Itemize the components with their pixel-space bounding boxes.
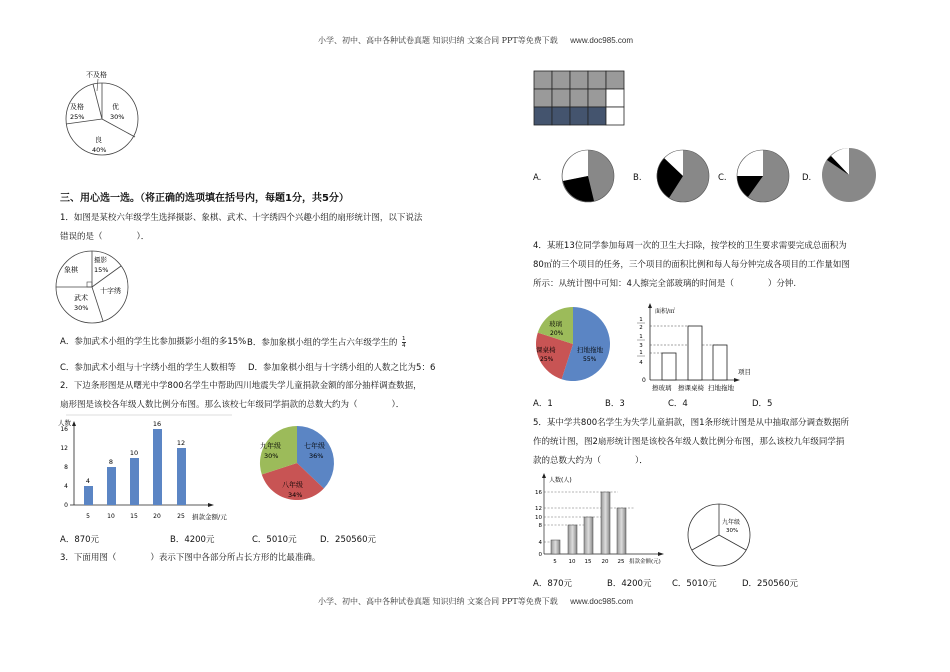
q3-grid	[533, 70, 625, 126]
svg-text:20%: 20%	[550, 330, 564, 337]
svg-text:30%: 30%	[726, 528, 739, 534]
q3-option-b-pie[interactable]	[655, 148, 711, 204]
svg-text:36%: 36%	[309, 452, 324, 460]
q5-option-d[interactable]: D．250560元	[742, 579, 798, 589]
q2-option-a[interactable]: A．870元	[60, 535, 100, 545]
label-bujige: 不及格	[86, 71, 107, 79]
svg-text:4: 4	[64, 483, 68, 490]
svg-text:擦课桌椅: 擦课桌椅	[678, 384, 704, 392]
q3-option-c-label[interactable]: C.	[718, 173, 727, 183]
q3-option-a-pie[interactable]	[560, 148, 616, 204]
footer-url[interactable]: www.doc985.com	[570, 597, 633, 606]
q4-pie-chart	[533, 304, 613, 384]
svg-text:30%: 30%	[110, 113, 125, 121]
svg-text:捐款金额/元: 捐款金额/元	[192, 513, 227, 521]
q4-option-c[interactable]: C．4	[668, 399, 688, 409]
svg-text:0: 0	[642, 377, 646, 384]
svg-text:捐款金额(元): 捐款金额(元)	[629, 559, 661, 565]
q1-pie-chart	[52, 247, 132, 327]
svg-text:3: 3	[639, 343, 643, 349]
svg-text:34%: 34%	[288, 491, 303, 499]
svg-text:扫地拖地: 扫地拖地	[577, 346, 603, 354]
svg-text:25%: 25%	[540, 356, 554, 363]
svg-text:九年级: 九年级	[722, 519, 741, 526]
svg-text:面积/㎡: 面积/㎡	[655, 308, 676, 315]
svg-text:20: 20	[153, 513, 161, 520]
svg-text:12: 12	[176, 439, 186, 447]
svg-text:40%: 40%	[92, 146, 107, 154]
svg-text:30%: 30%	[74, 304, 89, 312]
q2-stem-line1: 2．下边条形图是从曙光中学800名学生中帮助四川地震失学儿童捐款金额的部分抽样调查数据，	[60, 381, 422, 391]
q5-grade-pie	[684, 500, 754, 570]
svg-text:玻璃: 玻璃	[549, 320, 562, 328]
svg-text:课桌椅: 课桌椅	[536, 346, 556, 354]
svg-text:擦玻璃: 擦玻璃	[652, 384, 672, 392]
q1-option-d[interactable]: D．参加象棋小组与十字绣小组的人数之比为5：6	[248, 363, 436, 373]
q2-stem-line2: 扇形图是该校各年级人数比例分布图。那么该校七年级同学捐款的总数大约为（ ）．	[60, 400, 405, 410]
svg-text:4: 4	[639, 360, 643, 366]
q4-bar-chart	[628, 302, 768, 394]
svg-text:16: 16	[535, 490, 542, 496]
q3-stem: 3．下面用图（ ）表示下图中各部分所占长方形的比最准确。	[60, 553, 321, 563]
svg-text:15%: 15%	[94, 266, 109, 274]
svg-text:1: 1	[639, 350, 643, 356]
svg-text:人数: 人数	[58, 419, 71, 427]
q4-stem-line1: 4．某班13位同学参加每周一次的卫生大扫除，按学校的卫生要求需要完成总面积为	[533, 241, 847, 251]
svg-text:15: 15	[130, 513, 138, 520]
q5-stem-line2: 作的统计图，图2扇形统计图是该校各年级人数比例分布图，那么该校九年级同学捐	[533, 437, 845, 447]
svg-text:30%: 30%	[264, 452, 279, 460]
q1-option-c[interactable]: C．参加武术小组与十字绣小组的学生人数相等	[60, 363, 236, 373]
svg-text:八年级: 八年级	[282, 481, 303, 489]
q5-stem-line3: 款的总数大约为（ ）．	[533, 456, 648, 466]
svg-text:1: 1	[639, 317, 643, 323]
svg-text:15: 15	[584, 559, 592, 565]
svg-text:16: 16	[152, 420, 162, 428]
q3-option-d-label[interactable]: D.	[802, 173, 812, 183]
svg-text:0: 0	[538, 552, 542, 558]
q4-option-d[interactable]: D．5	[752, 399, 773, 409]
svg-text:10: 10	[535, 515, 542, 521]
svg-text:4: 4	[85, 477, 91, 485]
q5-stem-line1: 5．某中学共800名学生为失学儿童捐款，图1条形统计图是从中抽取部分调查数据所	[533, 418, 850, 428]
q2-grade-pie	[252, 418, 342, 508]
svg-text:12: 12	[60, 445, 68, 452]
svg-text:12: 12	[535, 506, 542, 512]
q4-option-a[interactable]: A．1	[533, 399, 553, 409]
q2-option-b[interactable]: B．4200元	[170, 535, 215, 545]
svg-text:25: 25	[177, 513, 185, 520]
q1-option-b[interactable]: B．参加象棋小组的学生占六年级学生的 $\frac{1}{4}$	[247, 336, 406, 349]
svg-text:扫地拖地: 扫地拖地	[708, 384, 734, 392]
svg-text:项目: 项目	[738, 368, 751, 376]
svg-text:8: 8	[108, 458, 114, 466]
svg-text:16: 16	[60, 426, 68, 433]
svg-text:摄影: 摄影	[94, 256, 107, 264]
q4-stem-line3: 所示：从统计图中可知：4人擦完全部玻璃的时间是（ ）分钟.	[533, 279, 797, 289]
svg-text:九年级: 九年级	[260, 442, 281, 450]
svg-text:10: 10	[129, 449, 139, 457]
svg-text:10: 10	[107, 513, 115, 520]
header-text: 小学、初中、高中各种试卷真题 知识归纳 文案合同 PPT等免费下载	[318, 36, 558, 45]
q3-option-c-pie[interactable]	[735, 148, 791, 204]
grade-pie-chart	[50, 65, 160, 165]
svg-text:及格: 及格	[70, 103, 84, 111]
svg-text:8: 8	[538, 523, 542, 529]
footer-text: 小学、初中、高中各种试卷真题 知识归纳 文案合同 PPT等免费下载	[318, 597, 558, 606]
svg-text:4: 4	[538, 540, 542, 546]
q2-option-d[interactable]: D．250560元	[320, 535, 376, 545]
svg-text:8: 8	[64, 464, 68, 471]
header-url[interactable]: www.doc985.com	[570, 36, 633, 45]
svg-text:2: 2	[639, 325, 643, 331]
q5-option-c[interactable]: C．5010元	[672, 579, 717, 589]
q2-option-c[interactable]: C．5010元	[252, 535, 297, 545]
page-header	[318, 35, 633, 46]
q3-option-b-label[interactable]: B.	[633, 173, 642, 183]
q5-bar-chart	[532, 472, 672, 567]
svg-text:20: 20	[601, 559, 609, 565]
svg-text:0: 0	[64, 502, 68, 509]
svg-text:5: 5	[553, 559, 557, 565]
svg-text:优: 优	[112, 103, 119, 111]
svg-text:55%: 55%	[583, 356, 597, 363]
svg-text:10: 10	[568, 559, 576, 565]
q4-stem-line2: 80㎡的三个项目的任务，三个项目的面积比例和每人每分钟完成各项目的工作量如图	[533, 260, 850, 270]
q5-option-b[interactable]: B．4200元	[607, 579, 652, 589]
q1-stem-line1: 1．如图是某校六年级学生选择摄影、象棋、武术、十字绣四个兴趣小组的扇形统计图，以下说法	[60, 213, 423, 223]
svg-text:25: 25	[617, 559, 625, 565]
svg-text:十字绣: 十字绣	[100, 287, 121, 295]
q1-option-a[interactable]: A．参加武术小组的学生比参加摄影小组的多15%	[60, 337, 247, 347]
svg-text:1: 1	[639, 334, 643, 340]
q1-stem-line2: 错误的是（ ）．	[60, 232, 150, 242]
svg-text:良: 良	[95, 136, 102, 144]
svg-text:人数(人): 人数(人)	[549, 477, 572, 484]
q2-bar-chart	[52, 413, 242, 528]
svg-text:5: 5	[86, 513, 90, 520]
q5-option-a[interactable]: A．870元	[533, 579, 573, 589]
q3-option-a-label[interactable]: A.	[533, 173, 542, 183]
svg-text:象棋: 象棋	[64, 266, 78, 274]
svg-text:七年级: 七年级	[304, 442, 325, 450]
q3-option-d-pie[interactable]	[820, 146, 878, 204]
page-footer	[318, 596, 633, 607]
section-title: 三、用心选一选。（将正确的选项填在括号内，每题1分，共5分）	[60, 193, 349, 204]
q4-option-b[interactable]: B．3	[605, 399, 625, 409]
svg-text:武术: 武术	[74, 294, 88, 302]
svg-text:25%: 25%	[70, 113, 85, 121]
